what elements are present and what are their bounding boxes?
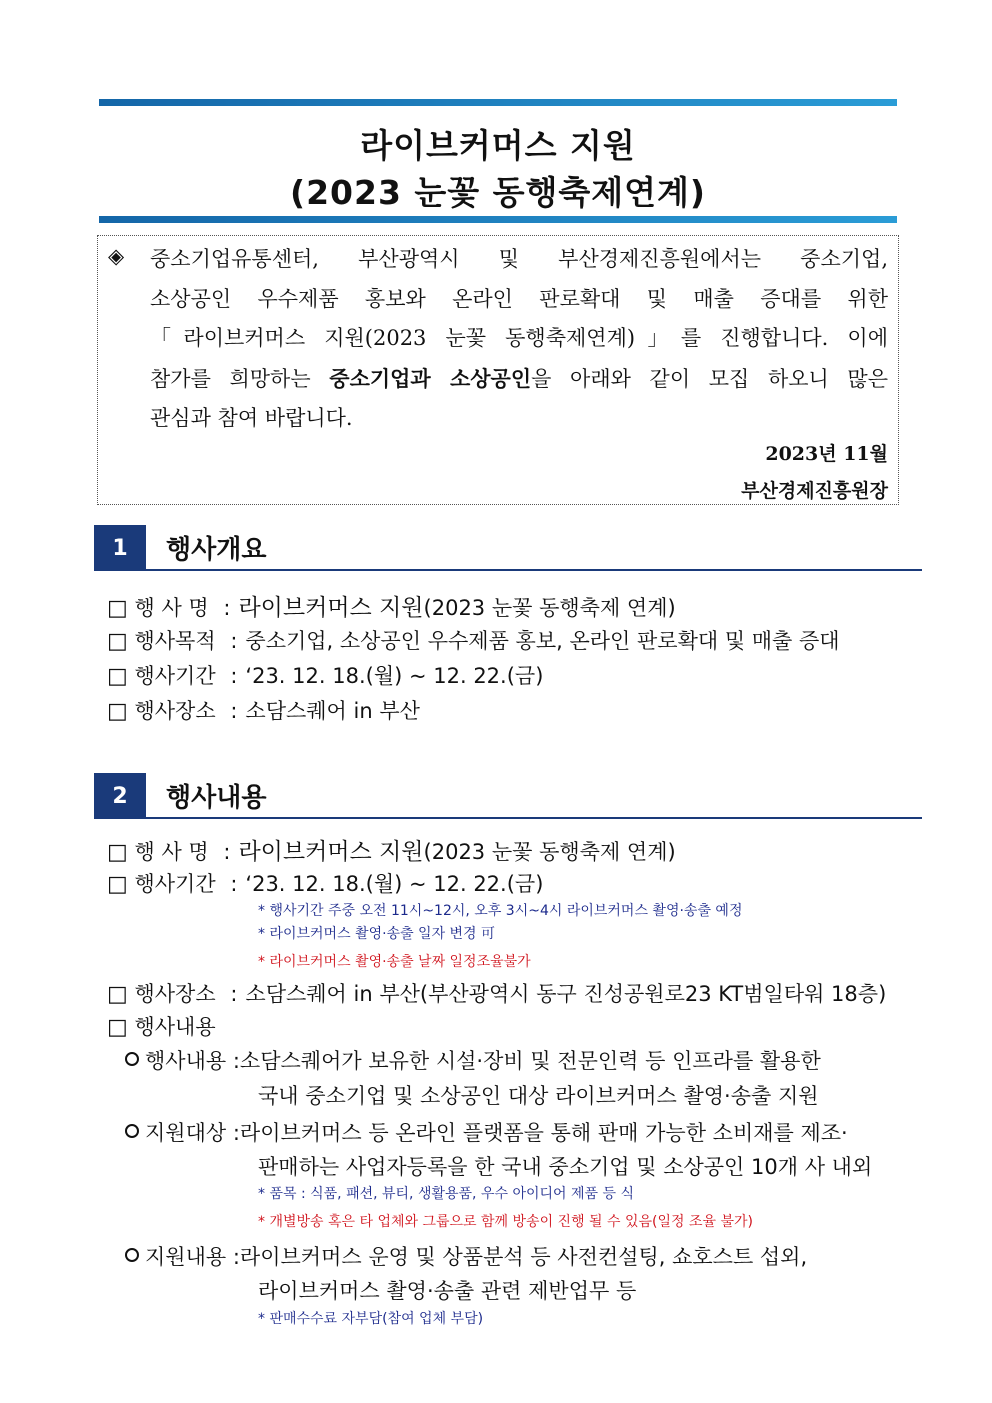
s2-period-note-1: * 행사기간 주중 오전 11시~12시, 오후 3시~4시 라이브커머스 촬영·송출 예정 xyxy=(258,903,743,919)
s2-row-place-key: 행사장소 xyxy=(134,982,216,1006)
notice-line-2: 소상공인 우수제품 홍보와 온라인 판로확대 및 매출 증대를 위한 xyxy=(150,286,888,311)
s2-row-place-value: 소담스퀘어 in 부산(부산광역시 동구 진성공원로23 KT범일타워 18층) xyxy=(245,982,887,1006)
s1-row-period-value: ‘23. 12. 18.(월) ~ 12. 22.(금) xyxy=(245,664,544,688)
s2-sub-2-key: 지원대상 xyxy=(145,1121,227,1145)
s2-row-content-key: 행사내용 xyxy=(134,1015,216,1039)
checkbox-icon: □ xyxy=(107,596,128,621)
s1-row-purpose-key: 행사목적 xyxy=(134,629,216,653)
s2-row-name: □ 행 사 명 : 라이브커머스 지원(2023 눈꽃 동행축제 연계) xyxy=(107,833,676,866)
checkbox-icon: □ xyxy=(107,699,128,724)
section-2-underline xyxy=(146,817,922,819)
s2-sub-2-note-1: * 품목 : 식품, 패션, 뷰티, 생활용품, 우수 아이디어 제품 등 식 xyxy=(258,1186,634,1202)
notice-text xyxy=(150,240,888,439)
diamond-bullet-icon: ◈ xyxy=(108,244,125,268)
notice-org: 부산경제진흥원장 xyxy=(741,480,888,502)
notice-line-1: 중소기업유통센터, 부산광역시 및 부산경제진흥원에서는 중소기업, xyxy=(150,247,888,271)
notice-box xyxy=(97,235,899,505)
s2-row-name-value: 라이브커머스 지원 xyxy=(238,839,424,865)
s2-sub-3-key: 지원내용 xyxy=(145,1245,227,1269)
s2-row-period-key: 행사기간 xyxy=(134,872,216,896)
s1-row-name-value-small: (2023 눈꽃 동행축제 연계) xyxy=(423,596,676,620)
s2-sub-1-key: 행사내용 xyxy=(145,1049,227,1073)
notice-line-5: 관심과 참여 바랍니다. xyxy=(150,406,353,430)
circle-bullet-icon xyxy=(125,1124,139,1138)
s1-row-name: □ 행 사 명 : 라이브커머스 지원(2023 눈꽃 동행축제 연계) xyxy=(107,589,676,622)
checkbox-icon: □ xyxy=(107,1015,128,1040)
header-top-bar xyxy=(99,99,897,106)
checkbox-icon: □ xyxy=(107,629,128,654)
notice-line-3: 「라이브커머스 지원(2023 눈꽃 동행축제연계)」를 진행합니다. 이에 xyxy=(150,326,888,350)
s2-row-name-key: 행 사 명 xyxy=(134,840,209,864)
header-bottom-bar xyxy=(99,216,897,223)
notice-line-4-post: 을 아래와 같이 모집 하오니 많은 xyxy=(531,366,889,391)
s2-row-content xyxy=(107,1011,216,1041)
page-title-line2: (2023 눈꽃 동행축제연계) xyxy=(289,173,706,212)
s2-period-note-3: * 라이브커머스 촬영·송출 날짜 일정조율불가 xyxy=(258,954,531,970)
s2-sub-3-note-1: * 판매수수료 자부담(참여 업체 부담) xyxy=(258,1311,484,1327)
section-2-header xyxy=(94,773,922,819)
circle-bullet-icon xyxy=(125,1052,139,1066)
section-1-header xyxy=(94,525,922,571)
notice-line-4-bold: 중소기업과 소상공인 xyxy=(329,365,532,391)
s1-row-period-key: 행사기간 xyxy=(134,664,216,688)
page-title-line1: 라이브커머스 지원 xyxy=(360,126,636,165)
s2-sub-3-line-1: 라이브커머스 운영 및 상품분석 등 사전컨설팅, 쇼호스트 섭외, xyxy=(239,1245,808,1269)
section-1-title: 행사개요 xyxy=(166,535,267,565)
s2-row-period-value: ‘23. 12. 18.(월) ~ 12. 22.(금) xyxy=(245,872,544,896)
s1-row-name-value: 라이브커머스 지원 xyxy=(238,595,424,621)
s1-row-place: □ 행사장소 : 소담스퀘어 in 부산 xyxy=(107,695,420,725)
s2-sub-2-line-1: 라이브커머스 등 온라인 플랫폼을 통해 판매 가능한 소비재를 제조· xyxy=(239,1121,848,1145)
notice-date: 2023년 11월 xyxy=(765,443,888,465)
section-2-title: 행사내용 xyxy=(166,783,267,813)
checkbox-icon: □ xyxy=(107,982,128,1007)
section-2-number: 2 xyxy=(94,773,146,819)
s1-row-period: □ 행사기간 : ‘23. 12. 18.(월) ~ 12. 22.(금) xyxy=(107,660,543,690)
section-1-underline xyxy=(146,569,922,571)
s2-row-period: □ 행사기간 : ‘23. 12. 18.(월) ~ 12. 22.(금) xyxy=(107,868,543,898)
s2-sub-3: 지원내용 :라이브커머스 운영 및 상품분석 등 사전컨설팅, 쇼호스트 섭외, xyxy=(125,1241,807,1271)
s2-sub-1-line-1: 소담스퀘어가 보유한 시설·장비 및 전문인력 등 인프라를 활용한 xyxy=(239,1049,821,1073)
s1-row-purpose-value: 중소기업, 소상공인 우수제품 홍보, 온라인 판로확대 및 매출 증대 xyxy=(245,629,840,653)
s2-sub-2-note-2: * 개별방송 혹은 타 업체와 그룹으로 함께 방송이 진행 될 수 있음(일정 조율 불가) xyxy=(258,1214,754,1230)
checkbox-icon: □ xyxy=(107,664,128,689)
s1-row-place-value: 소담스퀘어 in 부산 xyxy=(245,699,420,723)
s2-sub-2: 지원대상 :라이브커머스 등 온라인 플랫폼을 통해 판매 가능한 소비재를 제조· xyxy=(125,1117,848,1147)
notice-line-4-pre: 참가를 희망하는 xyxy=(150,366,330,391)
checkbox-icon: □ xyxy=(107,872,128,897)
s1-row-place-key: 행사장소 xyxy=(134,699,216,723)
s2-sub-2-line-2: 판매하는 사업자등록을 한 국내 중소기업 및 소상공인 10개 사 내외 xyxy=(258,1155,873,1179)
section-1-number: 1 xyxy=(94,525,146,571)
s1-row-purpose: □ 행사목적 : 중소기업, 소상공인 우수제품 홍보, 온라인 판로확대 및 매출 증대 xyxy=(107,625,840,655)
s2-sub-3-line-2: 라이브커머스 촬영·송출 관련 제반업무 등 xyxy=(258,1279,637,1303)
circle-bullet-icon xyxy=(125,1248,139,1262)
s2-row-name-value-small: (2023 눈꽃 동행축제 연계) xyxy=(423,840,676,864)
notice-line-4 xyxy=(150,359,888,400)
s2-sub-1: 행사내용 :소담스퀘어가 보유한 시설·장비 및 전문인력 등 인프라를 활용한 xyxy=(125,1045,821,1075)
checkbox-icon: □ xyxy=(107,840,128,865)
s2-period-note-2: * 라이브커머스 촬영·송출 일자 변경 可 xyxy=(258,926,496,942)
s1-row-name-key: 행 사 명 xyxy=(134,596,209,620)
s2-row-place: □ 행사장소 : 소담스퀘어 in 부산(부산광역시 동구 진성공원로23 KT범일타워 18층) xyxy=(107,978,886,1008)
s2-sub-1-line-2: 국내 중소기업 및 소상공인 대상 라이브커머스 촬영·송출 지원 xyxy=(258,1084,819,1108)
